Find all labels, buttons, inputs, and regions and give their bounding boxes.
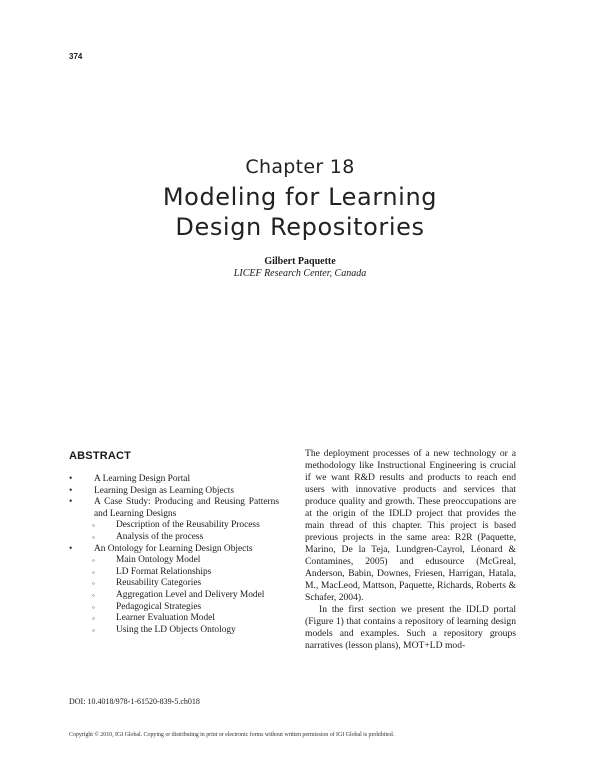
author-name: Gilbert Paquette [264, 256, 336, 267]
outline-subitem [69, 555, 279, 567]
hollow-bullet-icon: ◦ [92, 625, 95, 635]
abstract-outline [69, 474, 279, 636]
outline-item-text: Reusability Categories [116, 578, 202, 589]
bullet-icon: • [69, 497, 73, 508]
outline-item-text: An Ontology for Learning Design Objects [94, 543, 253, 554]
outline-subitem [69, 613, 279, 625]
outline-item-text: Learner Evaluation Model [116, 613, 215, 624]
outline-subitem [69, 567, 279, 579]
outline-item-text: Main Ontology Model [116, 555, 201, 566]
hollow-bullet-icon: ◦ [92, 579, 95, 589]
outline-item-text: Learning Design as Learning Objects [94, 485, 235, 496]
outline-subitem [69, 578, 279, 590]
bullet-icon: • [69, 474, 73, 484]
hollow-bullet-icon: ◦ [92, 602, 95, 612]
hollow-bullet-icon: ◦ [92, 521, 95, 531]
body-paragraph-2: In the first section we present the IDLD portal (Figure 1) that contains a repository of learning design models and examples. Such a repository groups narratives (lesson plans), MOT+LD mod- [305, 604, 516, 651]
abstract-heading: ABSTRACT [69, 450, 132, 462]
outline-item-text: Pedagogical Strategies [116, 601, 202, 612]
outline-subitem [69, 625, 279, 637]
hollow-bullet-icon: ◦ [92, 532, 95, 542]
hollow-bullet-icon: ◦ [92, 556, 95, 566]
bullet-icon: • [69, 543, 73, 554]
chapter-title [60, 182, 540, 242]
outline-item [69, 544, 279, 556]
chapter-title-line-1: Modeling for Learning [162, 183, 438, 211]
outline-item-text: Analysis of the process [116, 531, 204, 542]
outline-item-text: A Learning Design Portal [94, 474, 191, 484]
chapter-title-line-2: Design Repositories [175, 213, 425, 241]
outline-item [69, 474, 279, 486]
body-paragraph-1: The deployment processes of a new technology or a methodology like Instructional Engineering is crucial if we want R&D results and products to reach end users with innovative products and services that produce quality and growth. These preoccupations are at the origin of the IDLD project that provides the main thread of this chapter. This project is based previous projects in the same area: R2R (Paquette, Marino, De la Teja, Lundgren-Cayrol, Léonard & Contamines, 2005) and edusource (McGreal, Anderson, Babin, Downes, Friesen, Harrigan, Hatala, M., MacLeod, Mattson, Paquette, Richards, Roberts & Schafer, 2004). [305, 448, 516, 603]
outline-item-text: Using the LD Objects Ontology [116, 624, 236, 635]
outline-item [69, 486, 279, 498]
outline-item-text: A Case Study: Producing and Reusing Patterns and Learning Designs [94, 497, 279, 519]
bullet-icon: • [69, 485, 73, 496]
doi: DOI: 10.4018/978-1-61520-839-5.ch018 [69, 697, 200, 706]
hollow-bullet-icon: ◦ [92, 590, 95, 600]
outline-subitem [69, 590, 279, 602]
outline-subitem [69, 532, 279, 544]
outline-item-text: LD Format Relationships [116, 566, 212, 577]
page-number: 374 [69, 52, 83, 61]
outline-item-text: Aggregation Level and Delivery Model [116, 589, 265, 600]
chapter-label: Chapter 18 [245, 156, 355, 178]
outline-subitem [69, 520, 279, 532]
hollow-bullet-icon: ◦ [92, 567, 95, 577]
copyright-notice: Copyright © 2010, IGI Global. Copying or distributing in print or electronic forms without written permission of IGI Global is prohibited. [69, 732, 395, 738]
author-affiliation: LICEF Research Center, Canada [233, 268, 367, 279]
outline-subitem [69, 602, 279, 614]
outline-item [69, 497, 279, 520]
hollow-bullet-icon: ◦ [92, 614, 95, 624]
outline-item-text: Description of the Reusability Process [116, 520, 260, 531]
body-column [305, 448, 516, 652]
